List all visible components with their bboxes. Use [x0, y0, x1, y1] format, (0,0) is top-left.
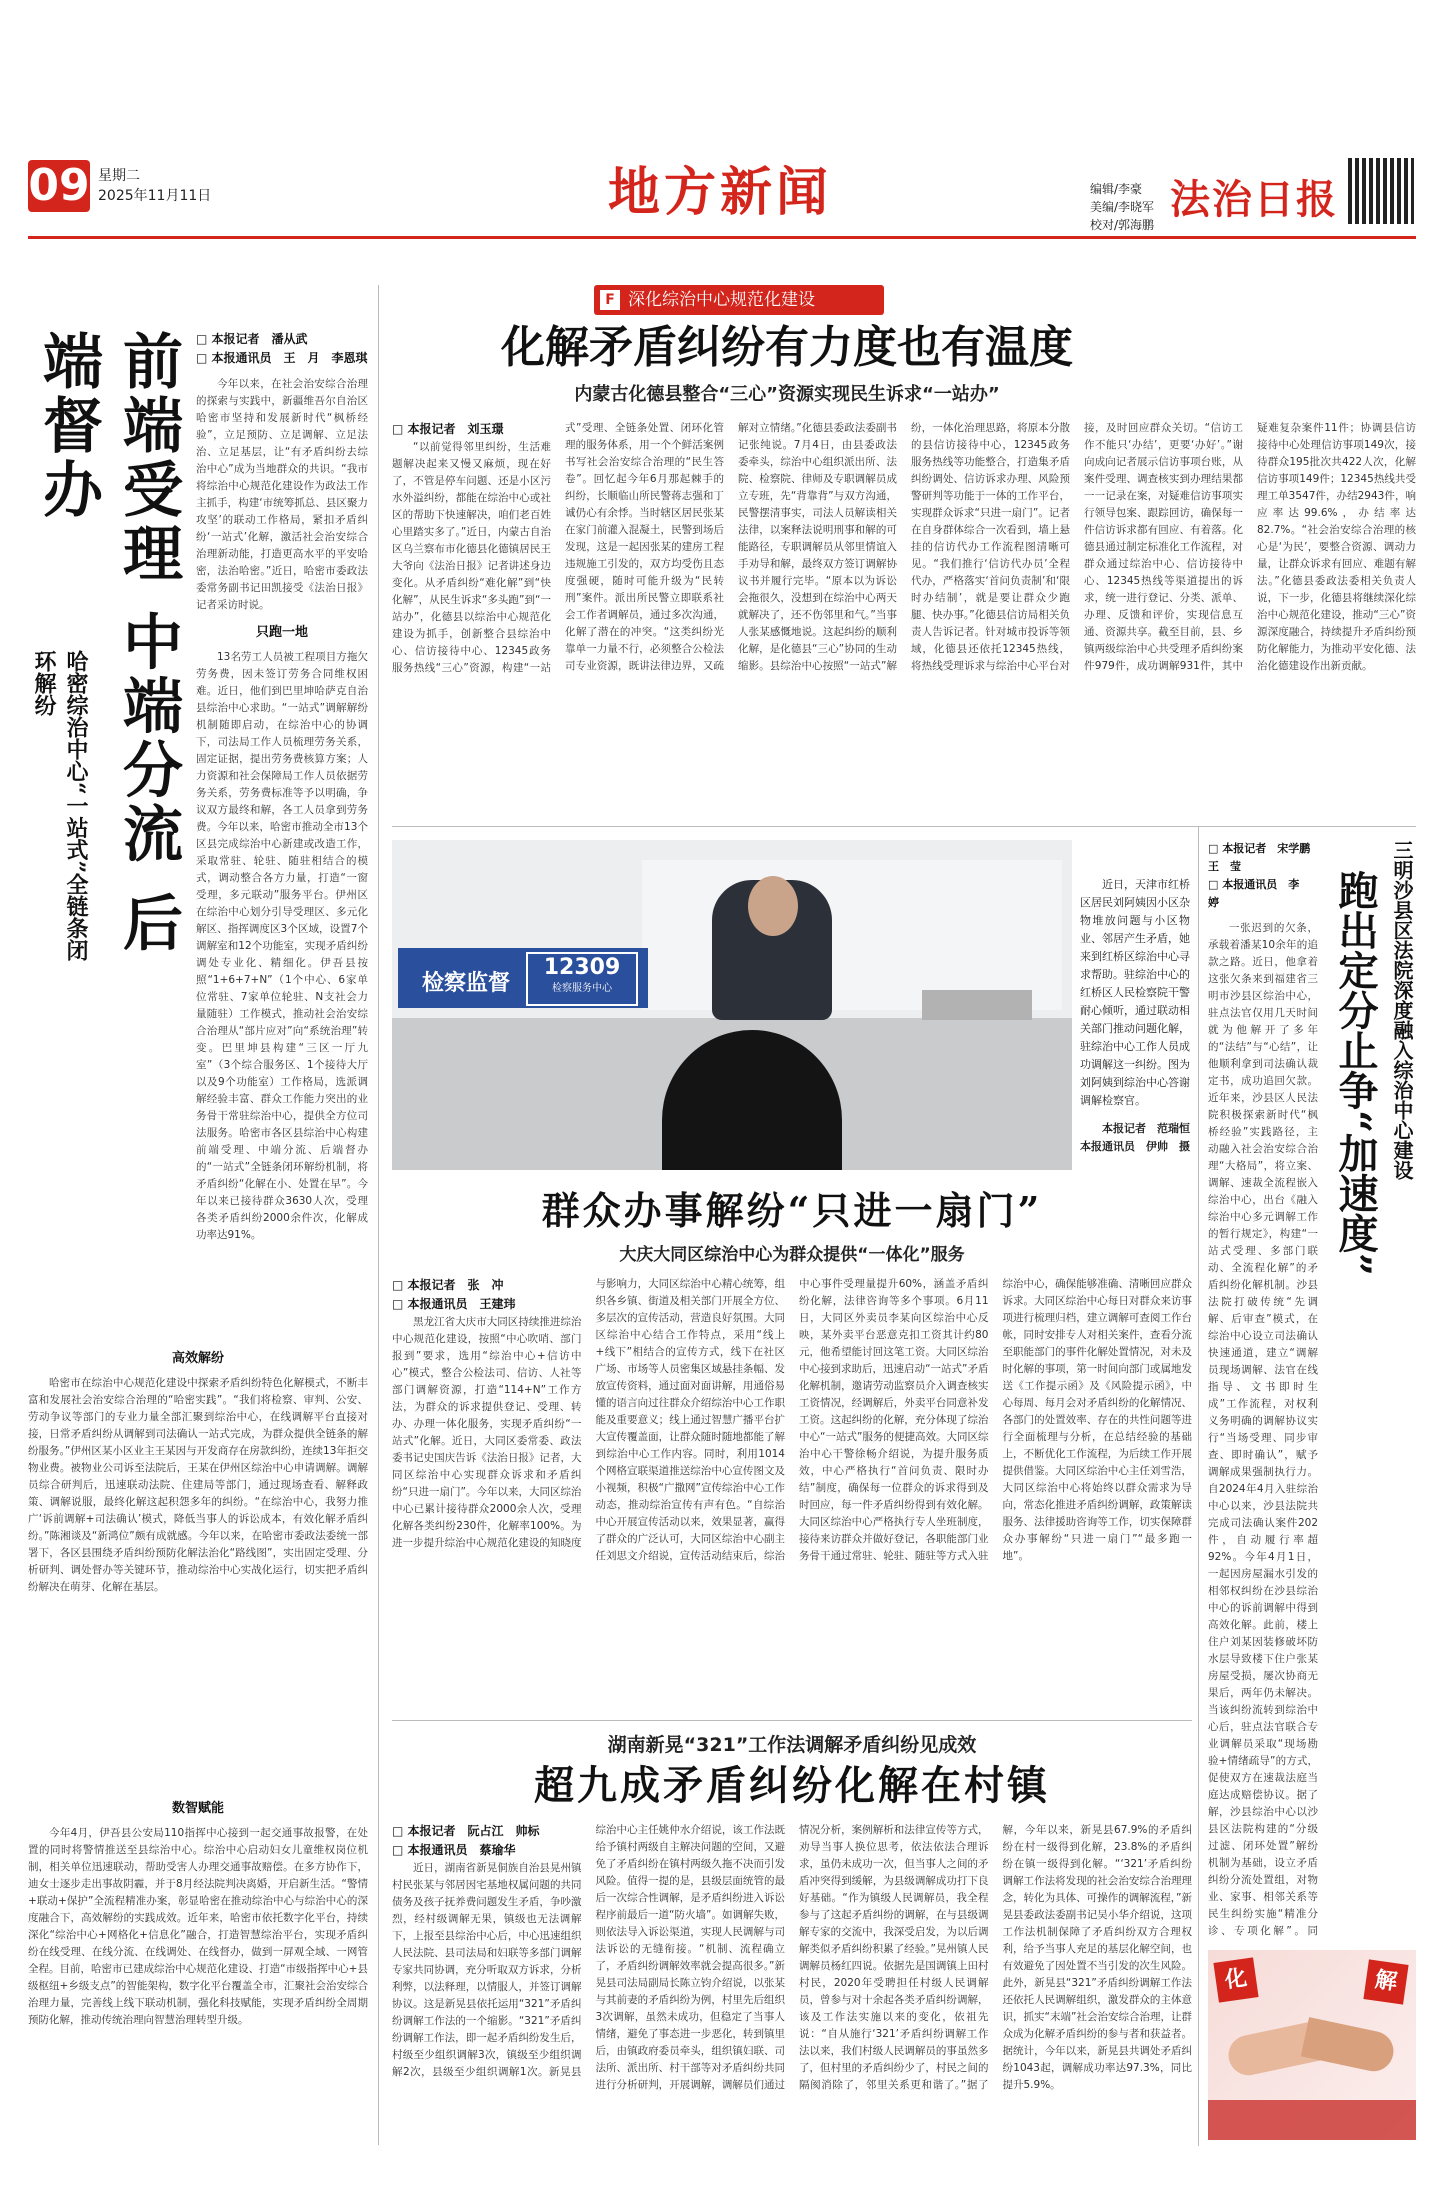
left-byline-1: □ 本报记者 潘从武: [196, 332, 308, 346]
top-byline: □ 本报记者 刘玉璟: [392, 422, 504, 436]
xinhuang-headline: 超九成矛盾纠纷化解在村镇: [534, 1762, 1050, 1809]
sanming-column-2: [1208, 1360, 1416, 1940]
sanming-headline: 跑出定分止争“加速度”: [1332, 870, 1379, 1277]
sanming-byline-2: □ 本报通讯员 李 婷: [1208, 878, 1311, 909]
daqing-rule: [392, 1720, 1192, 1721]
left-bottom-column: [28, 1790, 368, 2140]
tag-icon: F: [600, 290, 620, 310]
daqing-headline: 群众办事解纷“只进一扇门”: [541, 1188, 1043, 1233]
proofreader: 校对/郭海鹏: [1090, 218, 1155, 232]
left-subhead: 哈密综治中心“一站式”全链条闭环解纷: [31, 650, 89, 962]
left-divider: [378, 285, 379, 2145]
photo-sign-2-number: 12309: [543, 955, 621, 980]
left-section-text-3: 今年4月，伊吾县公安局110指挥中心接到一起交通事故报警，在处置的同时将警情推送至县综治中心。综治中心启动妇女儿童维权岗位机制，相关单位迅速联动，帮助受害人办理交通事故赔偿。在多方协作下，迪女士逐步走出事故阴霾，并于8月经法院判决离婚，开启新生活。“警情+联动+保护”全流程精准办案，彰显哈密在推动综治中心与综治中心的深度融合下，高效解纷的实践成效。近年来，哈密市依托数字化平台，持续深化“综治中心+网格化+信息化”融合，打造智慧综治平台，实现矛盾纠纷在线受理、在线分流、在线调处、在线督办，做到一屏观全域、一网管全程。目前，哈密市已建成综治中心规范化建设、打造“市级指挥中心+县级枢纽+乡级支点”的智能架构，数字化平台覆盖全市，汇聚社会治安综合治理力量，完善线上线下联动机制，强化科技赋能，实现矛盾纠纷全周期预防化解，推动传统治理向智慧治理转型升级。: [28, 1827, 368, 2026]
editor-credits: [1090, 180, 1154, 234]
top-subhead: 内蒙古化德县整合“三心”资源实现民生诉求“一站办”: [574, 384, 1000, 405]
left-headline-block: [28, 330, 188, 970]
section-title: 地方新闻: [607, 162, 832, 223]
photo-sign-2: [526, 952, 638, 1006]
top-story-text: “以前觉得邻里纠纷，生活难题解决起来又慢又麻烦，现在好了，不管是停车问题、还是小区污水外溢纠纷，都能在综治中心或社区的帮助下快速解决，咱们老百姓心里踏实多了。”近日，内蒙古自治区乌兰察布市化德县化德镇居民王大爷向《法治日报》记者讲述身边变化。从矛盾纠纷“难化解”到“快化解”，从民生诉求“多头跑”到“一站办”，化德县以综治中心规范化建设为抓手，创新整合县综治中心、信访接待中心、12345政务服务热线“三心”资源，构建“一站式”受理、全链条处置、闭环化管理的服务体系，用一个个鲜活案例书写社会治安综合治理的“民生答卷”。回忆起今年6月那起棘手的纠纷，长顺临山所民警蒋志强和丁诚仍心有余悸。当时辖区居民张某在家门前灌入混凝土，民警到场后发现，这是一起因张某的建房工程违规施工引发的，双方均受伤且态度强硬，随时可能升级为“民转刑”案件。派出所民警立即联系社会工作者调解员，通过多次沟通，化解了潜在的冲突。“这类纠纷光靠单一力量不行，必须整合公检法司专业资源，既讲法律边界，又疏解对立情绪。”化德县委政法委副书记张纯说。7月4日，由县委政法委牵头，综治中心组织派出所、法院、检察院、律师及专职调解员成立专班，先“背靠背”与双方沟通，民警摆清事实，司法人员解读相关法律，以案释法说明刑事和解的可能路径，专职调解员从邻里情谊入手劝导和解，最终双方签订调解协议书并履行完毕。“原本以为诉讼会拖很久，没想到在综治中心两天就解决了，还不伤邻里和气。”当事人张某感慨地说。这起纠纷的顺利化解，是化德县“三心”协同的生动缩影。县综治中心按照“一站式”解纷，一体化治理思路，将原本分散的县信访接待中心，12345政务服务热线等功能整合，打造集矛盾纠纷调处、信访诉求办理、风险预警研判等功能于一体的工作平台，实现群众诉求“只进一扇门”。记者在自身群体综合一次看到，墙上悬挂的信访代办工作流程图清晰可见。“我们推行‘信访代办员’全程代办，严格落实‘首问负责制’和‘限时办结制’，就是要让群众少跑腿、快办事。”化德县信访局相关负责人告诉记者。针对城市投诉等领域，化德县还依托12345热线，将热线受理诉求与综治中心平台对接，及时回应群众关切。“信访工作不能只‘办结’，更要‘办好’。”谢向成向记者展示信访事项台账，从案件受理、调查核实到办理结果都一一记录在案，对疑难信访事项实行领导包案、跟踪回访，确保每一件信访诉求都有回应、有着落。化德县通过制定标准化工作流程，对群众通过综治中心、信访接待中心、12345热线等渠道提出的诉求，统一进行登记、分类、派单、办理、反馈和评价，实现信息互通、资源共享。截至目前，县、乡镇两级综治中心共受理矛盾纠纷案件979件，成功调解931件，其中疑难复杂案件11件；协调县信访接待中心处理信访事项149次，接待群众195批次共422人次，化解信访事项149件；12345热线共受理工单3547件，办结2943件，响应率达99.6%，办结率达82.7%。“社会治安综合治理的核心是‘为民’，要整合资源、调动力量，让群众诉求有回应、难题有解法。”化德县委政法委相关负责人说，下一步，化德县将继续深化综治中心规范化建设，推动“三心”资源深度融合，持续提升矛盾纠纷预防化解能力，为推动平安化德、法治化德建设作出新贡献。: [392, 422, 1416, 674]
issue-date: [98, 166, 211, 206]
top-headline: 化解矛盾纠纷有力度也有温度: [501, 322, 1073, 373]
left-section-title-1: 只跑一地: [255, 625, 308, 640]
header-rule: [28, 236, 1416, 239]
qr-code-icon: [1348, 158, 1414, 224]
daqing-byline-1: □ 本报记者 张 冲: [392, 1278, 504, 1292]
daqing-body: [392, 1276, 1192, 1706]
photo-credit-2: 本报通讯员 伊帅 摄: [1080, 1140, 1190, 1153]
newspaper-logo: 法治日报: [1170, 176, 1338, 223]
photo-sign-2-sub: 检察服务中心: [552, 983, 612, 994]
editor: 编辑/李豪: [1090, 182, 1143, 196]
daqing-byline-2: □ 本报通讯员 王建玮: [392, 1297, 516, 1311]
photo-sign-1: 检察监督: [422, 971, 511, 996]
left-byline-2: □ 本报通讯员 王 月 李恩琪: [196, 351, 368, 365]
left-headline: 前端受理 中端分流 后端督办: [33, 330, 183, 956]
left-section-title-2: 高效解纷: [171, 1351, 224, 1366]
sanming-subhead: 三明沙县区法院深度融入综治中心建设: [1390, 840, 1414, 1180]
handshake-label-2: 解: [1363, 1959, 1408, 2004]
right-divider: [1198, 826, 1199, 2146]
xinhuang-text: 近日，湖南省新晃侗族自治县晃州镇村民张某与邻居因宅基地权属问题的共同债务及孩子抚养费问题发生矛盾，争吵激烈，经村级调解无果，镇级也无法调解下，上报至县综治中心后，中心迅速组织人民法院、县司法局和妇联等多部门调解专家共同协调，充分听取双方诉求，分析利弊，以法释理，以情服人，并签订调解协议。这是新晃县依托运用“321”矛盾纠纷调解工作法的一个缩影。“321”矛盾纠纷调解工作法，即一起矛盾纠纷发生后，村级至少组织调解3次，镇级至少组织调解2次，县级至少组织调解1次。新晃县综治中心主任姚仲水介绍说，该工作法既给予镇村两级自主解决问题的空间，又避免了矛盾纠纷在镇村两级久拖不决而引发风险。值得一提的是，县级层面统管的最后一次综合性调解，是矛盾纠纷进入诉讼程序前最后一道“防火墙”。如调解失败，则依法导入诉讼渠道，实现人民调解与司法诉讼的无缝衔接。“机制、流程确立了，矛盾纠纷调解效率就会提高很多。”新晃县司法局副局长陈立钧介绍说，以张某与其前妻的矛盾纠纷为例，村里先后组织3次调解，虽然未成功，但稳定了当事人情绪，避免了事态进一步恶化，转到镇里后，由镇政府委员牵头，组织镇妇联、司法所、派出所、村干部等对矛盾纠纷共同进行分析研判，开展调解，调解员们通过情况分析，案例解析和法律宣传等方式，劝导当事人换位思考，依法依法合理诉求，虽仍未成功一次，但当事人之间的矛盾冲突得到缓解，为县级调解成功打下良好基础。“作为镇级人民调解员，我全程参与了这起矛盾纠纷的调解，在与县级调解专家的交流中，我深受启发，为以后调解类似矛盾纠纷积累了经验。”晃州镇人民调解员杨红四说。依据先是国调镇上田村村民，2020年受聘担任村级人民调解员，曾参与对十余起各类矛盾纠纷调解，该及工作法实施以来的变化，依祖先说：“自从施行‘321’矛盾纠纷调解工作法以来，我们村级人民调解员的事虽然多了，但村里的矛盾纠纷少了，村民之间的隔阂消除了，邻里关系更和谐了。”据了解，今年以来，新晃县67.9%的矛盾纠纷在村一级得到化解，23.8%的矛盾纠纷在镇一级得到化解。“‘321’矛盾纠纷调解工作法将发现的社会治安综合治理理念，转化为具体、可操作的调解流程，”新晃县委政法委副书记吴小华介绍说，这项工作法机制保障了矛盾纠纷双方合理权利，给予当事人充足的基层化解空间，也有效避免了因处置不当引发的次生风险。此外，新晃县“321”矛盾纠纷调解工作法还依托人民调解组织，激发群众的主体意识，抓实“末端”社会治安综合治理，让群众成为化解矛盾纠纷的参与者和获益者。据统计，今年以来，新晃县共调处矛盾纠纷1043起，调解成功率达97.3%，同比提升5.9%。: [392, 1824, 1192, 2091]
desk-icon: [922, 990, 1032, 1020]
right-hand-icon: [1301, 2017, 1397, 2075]
top-story-rule: [392, 826, 1416, 827]
photo-caption: 近日，天津市红桥区居民刘阿姨因小区杂物堆放问题与小区物业、邻居产生矛盾，她来到红桥区综治中心寻求帮助。驻综治中心的红桥区人民检察院干警耐心倾听，通过联动相关部门推动问题化解，驻综治中心工作人员成功调解这一纠纷。图为刘阿姨到综治中心答谢调解检察官。: [1080, 878, 1190, 1107]
news-photo: [392, 840, 1072, 1170]
handshake-label-1: 化: [1213, 1957, 1258, 2002]
section-tag: [594, 285, 884, 315]
left-section-text-2: 哈密市在综治中心规范化建设中探索矛盾纠纷特色化解模式，不断丰富和发展社会治安综合治理的“哈密实践”。“我们将检察、审判、公安、劳动争议等部门的专业力量全部汇聚到综治中心，在线调解平台直接对接，日常矛盾纠纷从调解到司法确认一站式完成，为群众提供全链条的解纷服务。”伊州区某小区业主王某因与开发商存在房款纠纷，连续13年拒交物业费。被物业公司诉至法院后，王某在伊州区综治中心申请调解。调解员综合研判后，迅速联动法院、住建局等部门，通过现场查看、解释政策、调解说服，最终化解这起积怨多年的纠纷。“在综治中心，我努力推广‘诉前调解+司法确认’模式，降低当事人的诉讼成本，有效化解矛盾纠纷。”陈湘谈及“新鸿位”颇有成就感。今年以来，在哈密市委政法委统一部署下，各区县围绕矛盾纠纷预防化解法治化“路线图”，实出固定受理、分析研判、调处督办等关键环节，推动综治中心实战化运行，切实把矛盾纠纷解决在萌芽、化解在基层。: [28, 1377, 368, 1593]
left-mid-column: [28, 1340, 368, 1790]
photo-credit-1: 本报记者 范瑞恒: [1102, 1122, 1190, 1135]
xinhuang-body: [392, 1822, 1192, 2142]
page-number: 09: [28, 160, 90, 211]
date: 2025年11月11日: [98, 188, 212, 204]
left-intro: 今年以来，在社会治安综合治理的探索与实践中，新疆维吾尔自治区哈密市坚持和发展新时代“枫桥经验”，立足预防、立足调解、立足法治、立足基层，让“有矛盾纠纷去综治中心”成为当地群众的共识。“我市将综治中心规范化建设作为政法工作主抓手，构建‘市统筹抓总、县区聚力攻坚’的联动工作格局，紧扣矛盾纠纷‘一站式’化解，激活社会治安综合治理新动能，打造更高水平的平安哈密，法治哈密。”近日，哈密市委政法委常务副书记田凯接受《法治日报》记者采访时说。: [196, 378, 368, 611]
xinhuang-byline-1: □ 本报记者 阮占江 帅标: [392, 1824, 540, 1838]
sanming-text: 一张迟到的欠条，承载着潘某10余年的追款之路。近日，他拿着这张欠条来到福建省三明市沙县区综治中心，驻点法官仅用几天时间就为他解开了多年的“法结”与“心结”，让他顺利拿到司法确认裁定书，成功追回欠款。近年来，沙县区人民法院积极探索新时代“枫桥经验”实践路径，主动融入社会治安综合治理“大格局”，将立案、调解、速裁全流程嵌入综治中心，出台《融入综治中心多元调解工作的暂行规定》，构建“一站式受理、多部门联动、全流程化解”的矛盾纠纷化解机制。沙县法院打破传统“先调解、后审查”模式，在综治中心设立司法确认快速通道，建立“调解员现场调解、法官在线指导、文书即时生成”工作流程，对权利义务明确的调解协议实行“当场受理、同步审查、即时确认”，赋予调解成果强制执行力。自2024年4月入驻综治中心以来，沙县法院共完成司法确认案件202件，自动履行率超92%。今年4月1日，一起因房屋漏水引发的相邻权纠纷在沙县综治中心的诉前调解中得到高效化解。此前，楼上住户刘某因装修破坏防水层导致楼下住户张某房屋受损，屡次协商无果后，两年仍未解决。当该纠纷流转到综治中心后，驻点法官联合专业调解员采取“现场勘验+情绪疏导”的方式，促使双方在速裁法庭当庭达成赔偿协议。据了解，沙县综治中心以沙县区法院构建的“分级过滤、闭环处置”解纷机制为基础，设立矛盾纠纷分流处置组，对物业、家事、相邻关系等民生纠纷实施“精准分诊、专项化解”。同: [1208, 922, 1318, 1937]
photo-caption-block: [1080, 876, 1190, 1156]
sanming-byline-1: □ 本报记者 宋学鹏 王 莹: [1208, 842, 1322, 873]
daqing-text: 黑龙江省大庆市大同区持续推进综治中心规范化建设，按照“中心吹哨、部门报到”要求，选用“综治中心+信访中心”模式，整合公检法司、信访、人社等部门调解资源，打造“114+N”工作方法，为群众的诉求提供登记、受理、转办、办理一体化服务，实现矛盾纠纷“一站式”化解。近日，大同区委常委、政法委书记史国庆告诉《法治日报》记者，大同区综治中心实现群众诉求和矛盾纠纷“只进一扇门”。今年以来，大同区综治中心已累计接待群众2000余人次，受理化解各类纠纷230件，化解率100%。为进一步提升综治中心规范化建设的知晓度与影响力，大同区综治中心精心统筹，组织各乡镇、街道及相关部门开展全方位、多层次的宣传活动，营造良好氛围。大同区综治中心结合工作特点，采用“线上+线下”相结合的宣传方式，线下在社区广场、市场等人员密集区域悬挂条幅、发放宣传资料，通过面对面讲解，用通俗易懂的语言向过往群众介绍综治中心工作职能及重要意义；线上通过智慧广播平台扩大宣传覆盖面，让群众随时随地都能了解到综治中心工作内容。同时，利用1014个网格宣联渠道推送综治中心宣传图文及小视频，积极“广撒网”宣传综治中心工作动态，推动综治宣传有声有色。“自综治中心开展宣传活动以来，效果显著，赢得了群众的广泛认可，大同区综治中心副主任刘思文介绍说，宣传活动结束后，综治中心事件受理量提升60%，涵盖矛盾纠纷化解，法律咨询等多个事项。6月11日，大同区外卖员李某向区综治中心反映，某外卖平台恶意克扣工资其计约80元，他希望能讨回这笔工资。大同区综治中心接到求助后，迅速启动“一站式”矛盾化解机制，邀请劳动监察员介入调查核实工资情况，经调解后，外卖平台同意补发工资。这起纠纷的化解，充分体现了综治中心“一站式”服务的便捷高效。大同区综治中心干警徐畅介绍说，为提升服务质效，中心严格执行“首问负责、限时办结”制度，确保每一位群众的诉求得到及时回应，每一件矛盾纠纷得到有效化解。大同区综治中心严格执行专人坐班制度，接待来访群众并做好登记，各职能部门业务骨干通过常驻、轮驻、随驻等方式入驻综治中心，确保能够准确、清晰回应群众诉求。大同区综治中心每日对群众来访事项进行梳理归档，建立调解可查阅工作台帐，同时安排专人对相关案件，查看分流至职能部门的事件化解处置情况，对未及时化解的事项，第一时间向部门或属地发送《工作提示函》及《风险提示函》，中心每周、每月会对矛盾纠纷的化解情况、各部门的处置效率、存在的共性问题等进行全面梳理与分析，在总结经验的基础上，不断优化工作流程，为后续工作开展提供借鉴。大同区综治中心主任刘雪浩，大同区综治中心将始终以群众需求为导向，常态化推进矛盾纠纷调解，政策解读服务、法律援助咨询等工作，切实保障群众办事解纷“只进一扇门”“最多跑一地”。: [392, 1278, 1192, 1562]
left-top-column: [196, 330, 368, 1310]
tag-label: 深化综治中心规范化建设: [628, 290, 815, 310]
designer: 美编/李晓军: [1090, 200, 1155, 214]
weekday: 星期二: [98, 168, 140, 184]
left-section-title-3: 数智赋能: [171, 1801, 224, 1816]
xinhuang-byline-2: □ 本报通讯员 蔡瑜华: [392, 1843, 516, 1857]
handshake-illustration: [1208, 1950, 1416, 2140]
daqing-subhead: 大庆大同区综治中心为群众提供“一体化”服务: [619, 1245, 965, 1265]
xinhuang-kicker: 湖南新晃“321”工作法调解矛盾纠纷见成效: [607, 1734, 977, 1756]
left-section-text-1: 13名劳工人员被工程项目方拖欠劳务费，因未签订劳务合同维权困难。近日，他们到巴里坤哈萨克自治县综治中心求助。“一站式”调解解纷机制随即启动，在综治中心的协调下，司法局工作人员梳理劳务关系，固定证据，提出劳务费核算方案；人力资源和社会保障局工作人员依据劳务关系，劳务费标准等予以明确，争议双方最终和解，各工人员拿到劳务费。今年以来，哈密市推动全市13个区县完成综治中心新建或改造工作，采取常驻、轮驻、随驻相结合的模式，调动整合各方力量，打造“一窗受理，多元联动”服务平台。伊州区在综治中心划分引导受理区、多元化解区、指挥调度区3个区域，设置7个调解室和12个功能室，实现矛盾纠纷调处专业化、精细化。伊吾县按照“1+6+7+N”（1个中心、6家单位常驻、7家单位轮驻、N支社会力量随驻）工作模式，推动社会治安综合治理从“部片应对”向“系统治理”转变。巴里坤县构建“三区一厅九室”（3个综合服务区、1个接待大厅以及9个功能室）工作格局，选派调解经验丰富、群众工作能力突出的业务骨干常驻综治中心，提供全方位司法服务。哈密市各区县综治中心构建前端受理、中端分流、后端督办的“一站式”全链条闭环解纷机制，将矛盾纠纷“化解在小、处置在早”。今年以来已接待群众3630人次，受理各类矛盾纠纷2000余件次，化解成功率达91%。: [196, 651, 368, 1241]
top-story-body: [392, 420, 1416, 815]
sanming-bylines: [1208, 840, 1322, 912]
